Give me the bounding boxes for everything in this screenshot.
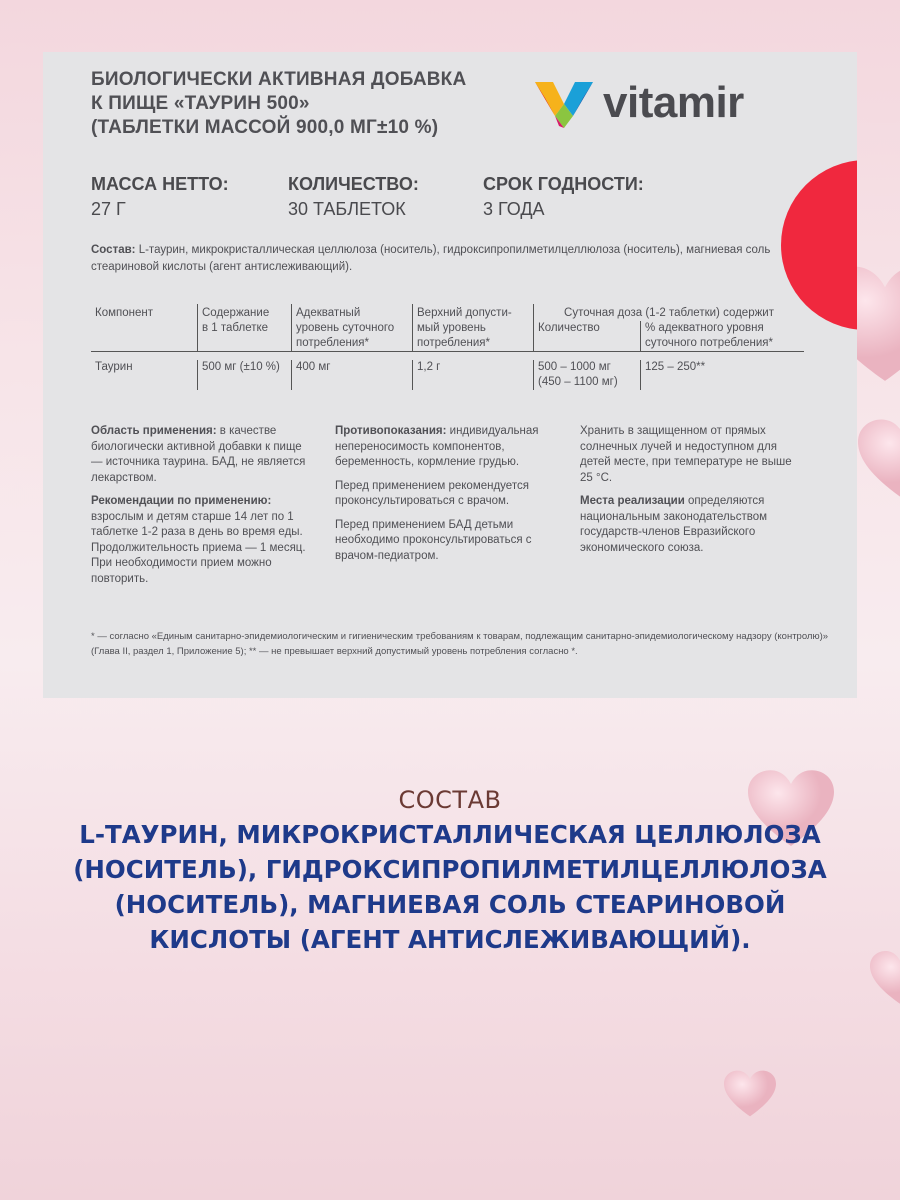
sale-places: Места реализации определяются национальным законодательством государств-членов Евразийского экономического союза. (580, 495, 768, 554)
storage-column (580, 424, 795, 564)
contraindications: Противопоказания: индивидуальная непереносимость компонентов, беременность, кормление грудью. (335, 425, 539, 468)
table-row: Таурин 500 мг (±10 %) 400 мг 1,2 г 500 – 1000 мг (450 – 1100 мг) 125 – 250** (91, 360, 804, 390)
product-label (43, 52, 857, 698)
table-header-line (91, 352, 804, 361)
composition-banner (0, 786, 900, 957)
header-component: Компонент (91, 304, 198, 352)
net-weight: МАССА НЕТТО: 27 Г (91, 174, 229, 219)
brand-name: vitamir (603, 78, 744, 127)
quantity: КОЛИЧЕСТВО: 30 ТАБЛЕТОК (288, 174, 419, 219)
composition-text: Состав: L-таурин, микрокристаллическая целлюлоза (носитель), гидроксипропилметилцеллюлоза (носитель), магниевая соль стеариновой кислоты (агент антислеживающий). (91, 244, 771, 273)
header-upper: Верхний допусти- мый уровень потребления* (413, 304, 534, 352)
area-of-use: Область применения: в качестве биологически активной добавки к пище — источника таурина. БАД, не является лекарством. (91, 425, 306, 484)
consult-note: Перед применением рекомендуется проконсультироваться с врачом. (335, 479, 529, 507)
table-header-row (91, 304, 804, 321)
storage-conditions: Хранить в защищенном от прямых солнечных лучей и недоступном для детей месте, при температуре не выше 25 °С. (580, 425, 792, 484)
vitamir-logo-icon (533, 76, 595, 130)
header-percent: % адекватного уровня суточного потребления* (641, 321, 805, 352)
product-title: БИОЛОГИЧЕСКИ АКТИВНАЯ ДОБАВКА К ПИЩЕ «ТАУРИН 500» (ТАБЛЕТКИ МАССОЙ 900,0 МГ±10 %) (91, 69, 467, 138)
contraindications-column (335, 424, 555, 572)
children-note: Перед применением БАД детьми необходимо проконсультироваться с врачом-педиатром. (335, 518, 532, 562)
header-adequate: Адекватный уровень суточного потребления* (292, 304, 413, 352)
header-amount: Количество (534, 321, 641, 352)
heart-decoration-icon (870, 948, 900, 1008)
header-daily-dose: Суточная доза (1-2 таблетки) содержит (564, 307, 774, 319)
nutrition-table (91, 304, 804, 390)
usage-column (91, 424, 311, 595)
usage-recommendations: Рекомендации по применению: взрослым и детям старше 14 лет по 1 таблетке 1-2 раза в день во время еды. Продолжительность приема — 1 месяц. При необходимости прием можно повторить. (91, 495, 306, 585)
header-content: Содержание в 1 таблетке (198, 304, 292, 352)
composition-banner-title: СОСТАВ (398, 786, 502, 814)
shelf-life: СРОК ГОДНОСТИ: 3 ГОДА (483, 174, 644, 219)
heart-decoration-icon (724, 1070, 776, 1118)
composition-banner-text: L-ТАУРИН, МИКРОКРИСТАЛЛИЧЕСКАЯ ЦЕЛЛЮЛОЗА (НОСИТЕЛЬ), ГИДРОКСИПРОПИЛМЕТИЛЦЕЛЛЮЛОЗА (НОСИТЕЛЬ), МАГНИЕВАЯ СОЛЬ СТЕАРИНОВОЙ КИСЛОТЫ (АГЕНТ АНТИСЛЕЖИВАЮЩИЙ). (73, 820, 827, 954)
footnote: * — согласно «Единым санитарно-эпидемиологическим и гигиеническим требованиям к товарам, подлежащим санитарно-эпидемиологическому надзору (контролю)» (Глава II, раздел 1, Приложение 5); ** — не превышает верхний допустимый уровень потребления согласно *. (91, 631, 829, 657)
heart-decoration-icon (858, 405, 900, 515)
brand-logo (533, 76, 744, 130)
